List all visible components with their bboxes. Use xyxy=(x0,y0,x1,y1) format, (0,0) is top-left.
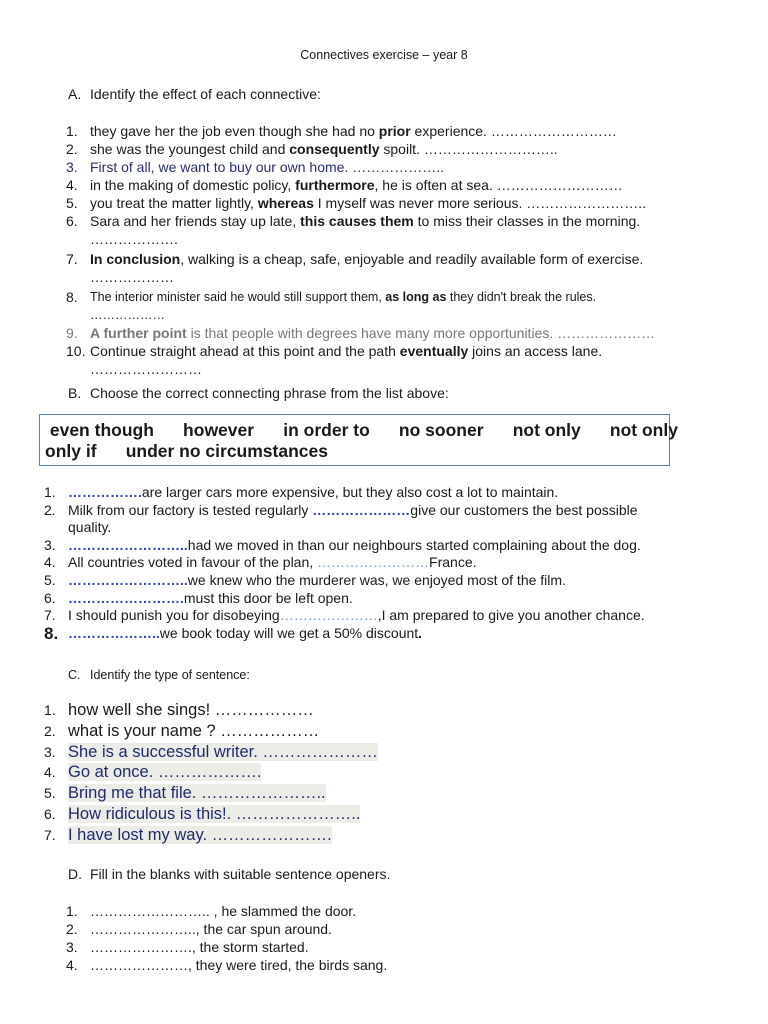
connective-word: prior xyxy=(378,123,411,139)
section-c-letter: C. xyxy=(68,668,81,682)
list-item xyxy=(44,825,724,846)
item-text: I myself was never more serious. …………………….. xyxy=(313,195,647,211)
item-text: I should punish you for disobeying xyxy=(68,607,280,624)
list-item xyxy=(66,212,706,248)
item-number: 3. xyxy=(44,536,56,553)
item-number: 5. xyxy=(44,785,56,802)
phrase-line-1: even though however in order to no sooner not only not only xyxy=(45,420,678,440)
answer-blank: ………………… xyxy=(279,607,378,624)
item-text: joins an access lane. xyxy=(468,343,603,359)
item-text: what is your name ? ……………… xyxy=(68,721,320,740)
list-item xyxy=(44,572,724,590)
item-text: we book today will we get a 50% discount xyxy=(159,624,419,641)
item-number: 1. xyxy=(66,123,78,139)
list-item xyxy=(44,537,724,555)
connective-word: whereas xyxy=(257,195,314,211)
item-text: …………………., the storm started. xyxy=(90,939,309,955)
item-text: . xyxy=(418,624,423,641)
section-b-heading-text: Choose the correct connecting phrase from the list above: xyxy=(90,385,449,401)
list-item xyxy=(66,920,706,938)
item-text: ………………….., the car spun around. xyxy=(90,921,332,937)
item-number: 2. xyxy=(66,141,78,157)
item-text: …………………, they were tired, the birds sang. xyxy=(90,957,388,973)
list-item xyxy=(66,158,706,176)
item-number: 3. xyxy=(66,159,78,175)
section-a-letter: A. xyxy=(68,86,82,102)
list-item xyxy=(44,700,724,721)
item-text: we knew who the murderer was, we enjoyed most of the film. xyxy=(187,571,566,588)
item-text: they gave her the job even though she had no xyxy=(90,123,379,139)
list-item xyxy=(44,804,724,825)
connective-word: eventually xyxy=(399,343,469,359)
list-item xyxy=(44,783,724,804)
item-text: quality. xyxy=(68,519,112,536)
list-item xyxy=(66,140,706,158)
item-text: , he is often at sea. ……………………… xyxy=(374,177,623,193)
connective-word: A further point xyxy=(90,325,187,341)
item-number: 2. xyxy=(44,501,56,518)
list-item xyxy=(66,122,706,140)
item-text: Sara and her friends stay up late, xyxy=(90,213,301,229)
item-text: in the making of domestic policy, xyxy=(90,177,296,193)
list-item xyxy=(44,607,724,625)
item-text: She is a successful writer. ………………… xyxy=(68,742,378,761)
connective-word: In conclusion xyxy=(90,251,181,267)
item-text: is that people with degrees have many more opportunities. ………………… xyxy=(186,325,656,341)
item-text: give our customers the best possible xyxy=(410,501,638,518)
section-d-list xyxy=(66,902,706,974)
answer-blank: …………………….. xyxy=(68,536,188,553)
item-text: The interior minister said he would still support them, xyxy=(90,290,386,304)
answer-blank: …………………… xyxy=(317,554,430,571)
item-text: spoilt. ……………………….. xyxy=(379,141,558,157)
item-text: Continue straight ahead at this point and the path xyxy=(90,343,400,359)
section-d-heading xyxy=(68,866,390,882)
item-number: 4. xyxy=(66,177,78,193)
list-item xyxy=(44,554,724,572)
list-item xyxy=(44,484,724,502)
item-text: to miss their classes in the morning. xyxy=(413,213,641,229)
section-a-list xyxy=(66,122,706,378)
item-text: France. xyxy=(429,554,477,571)
answer-blank: ……………… xyxy=(90,308,165,322)
answer-blank: ……………. xyxy=(68,484,142,500)
answer-blank: ……………… xyxy=(90,269,174,285)
item-number: 2. xyxy=(66,921,78,937)
section-b-heading xyxy=(68,385,449,401)
list-item xyxy=(44,721,724,742)
phrase-line-2: only if under no circumstances xyxy=(45,441,328,461)
item-number: 3. xyxy=(44,743,56,760)
section-a-heading-text: Identify the effect of each connective: xyxy=(90,86,321,102)
item-text: ,I am prepared to give you another chance. xyxy=(377,607,645,624)
item-number: 6. xyxy=(66,213,78,229)
item-number: 4. xyxy=(44,554,56,571)
item-text: Milk from our factory is tested regularly xyxy=(68,501,313,518)
item-number: 5. xyxy=(44,571,56,588)
item-text: are larger cars more expensive, but they also cost a lot to maintain. xyxy=(141,484,559,500)
item-number: 6. xyxy=(44,589,56,606)
item-text: experience. ……………………… xyxy=(410,123,617,139)
item-text: How ridiculous is this!. ………………….. xyxy=(68,804,361,823)
item-text: All countries voted in favour of the plan, xyxy=(68,554,318,571)
item-text: Bring me that file. ………………….. xyxy=(68,784,326,803)
answer-blank: …………………….. xyxy=(68,571,188,588)
section-a-heading xyxy=(68,86,321,102)
connective-word: consequently xyxy=(289,141,380,157)
list-item xyxy=(66,324,706,342)
item-number: 3. xyxy=(66,939,78,955)
list-item xyxy=(66,194,706,212)
section-d-letter: D. xyxy=(68,866,82,882)
list-item xyxy=(66,176,706,194)
item-text: …………………….. , he slammed the door. xyxy=(90,903,357,919)
list-item xyxy=(44,762,724,783)
item-text: must this door be left open. xyxy=(183,589,353,606)
item-text: First of all, we want to buy our own home. ……………….. xyxy=(90,159,445,175)
connective-word: furthermore xyxy=(295,177,375,193)
list-item xyxy=(44,742,724,763)
list-item xyxy=(44,590,724,608)
connective-word: as long as xyxy=(385,290,447,304)
item-number: 4. xyxy=(44,764,56,781)
item-number: 8. xyxy=(44,623,59,643)
item-number: 10. xyxy=(66,343,86,359)
item-number: 9. xyxy=(66,325,78,341)
phrase-list xyxy=(45,420,725,462)
section-c-list xyxy=(44,700,724,846)
item-number: 8. xyxy=(66,289,78,305)
answer-blank: ………………. xyxy=(90,231,178,247)
item-text: they didn't break the rules. xyxy=(446,290,597,304)
section-c-heading xyxy=(68,668,250,682)
list-item xyxy=(66,250,706,286)
item-text: had we moved in than our neighbours started complaining about the dog. xyxy=(187,536,641,553)
list-item xyxy=(44,502,724,537)
list-item xyxy=(66,902,706,920)
section-b-list xyxy=(44,484,724,642)
list-item xyxy=(66,288,706,324)
item-number: 1. xyxy=(66,903,78,919)
item-number: 7. xyxy=(44,607,56,624)
item-number: 7. xyxy=(44,826,56,843)
answer-blank: ……………….. xyxy=(68,624,160,641)
answer-blank: ……………………. xyxy=(68,589,184,606)
item-text: Go at once. ………………. xyxy=(68,763,262,782)
item-number: 4. xyxy=(66,957,78,973)
section-c-heading-text: Identify the type of sentence: xyxy=(90,668,250,682)
list-item xyxy=(66,956,706,974)
item-number: 1. xyxy=(44,484,56,500)
section-b-letter: B. xyxy=(68,385,82,401)
item-number: 1. xyxy=(44,702,56,718)
answer-blank: …………………… xyxy=(90,361,202,377)
item-number: 5. xyxy=(66,195,78,211)
item-number: 7. xyxy=(66,251,78,267)
list-item xyxy=(66,342,706,378)
item-text: how well she sings! ……………… xyxy=(68,701,314,719)
list-item xyxy=(66,938,706,956)
section-d-heading-text: Fill in the blanks with suitable sentence openers. xyxy=(90,866,391,882)
connective-word: this causes them xyxy=(300,213,414,229)
item-text: she was the youngest child and xyxy=(90,141,290,157)
item-text: you treat the matter lightly, xyxy=(90,195,258,211)
item-number: 6. xyxy=(44,805,56,822)
item-number: 2. xyxy=(44,722,56,739)
page-title: Connectives exercise – year 8 xyxy=(300,48,468,62)
list-item xyxy=(44,625,724,643)
answer-blank: ………………… xyxy=(312,501,411,518)
item-text: I have lost my way. …………………. xyxy=(68,825,332,844)
item-text: , walking is a cheap, safe, enjoyable and readily available form of exercise. xyxy=(180,251,644,267)
